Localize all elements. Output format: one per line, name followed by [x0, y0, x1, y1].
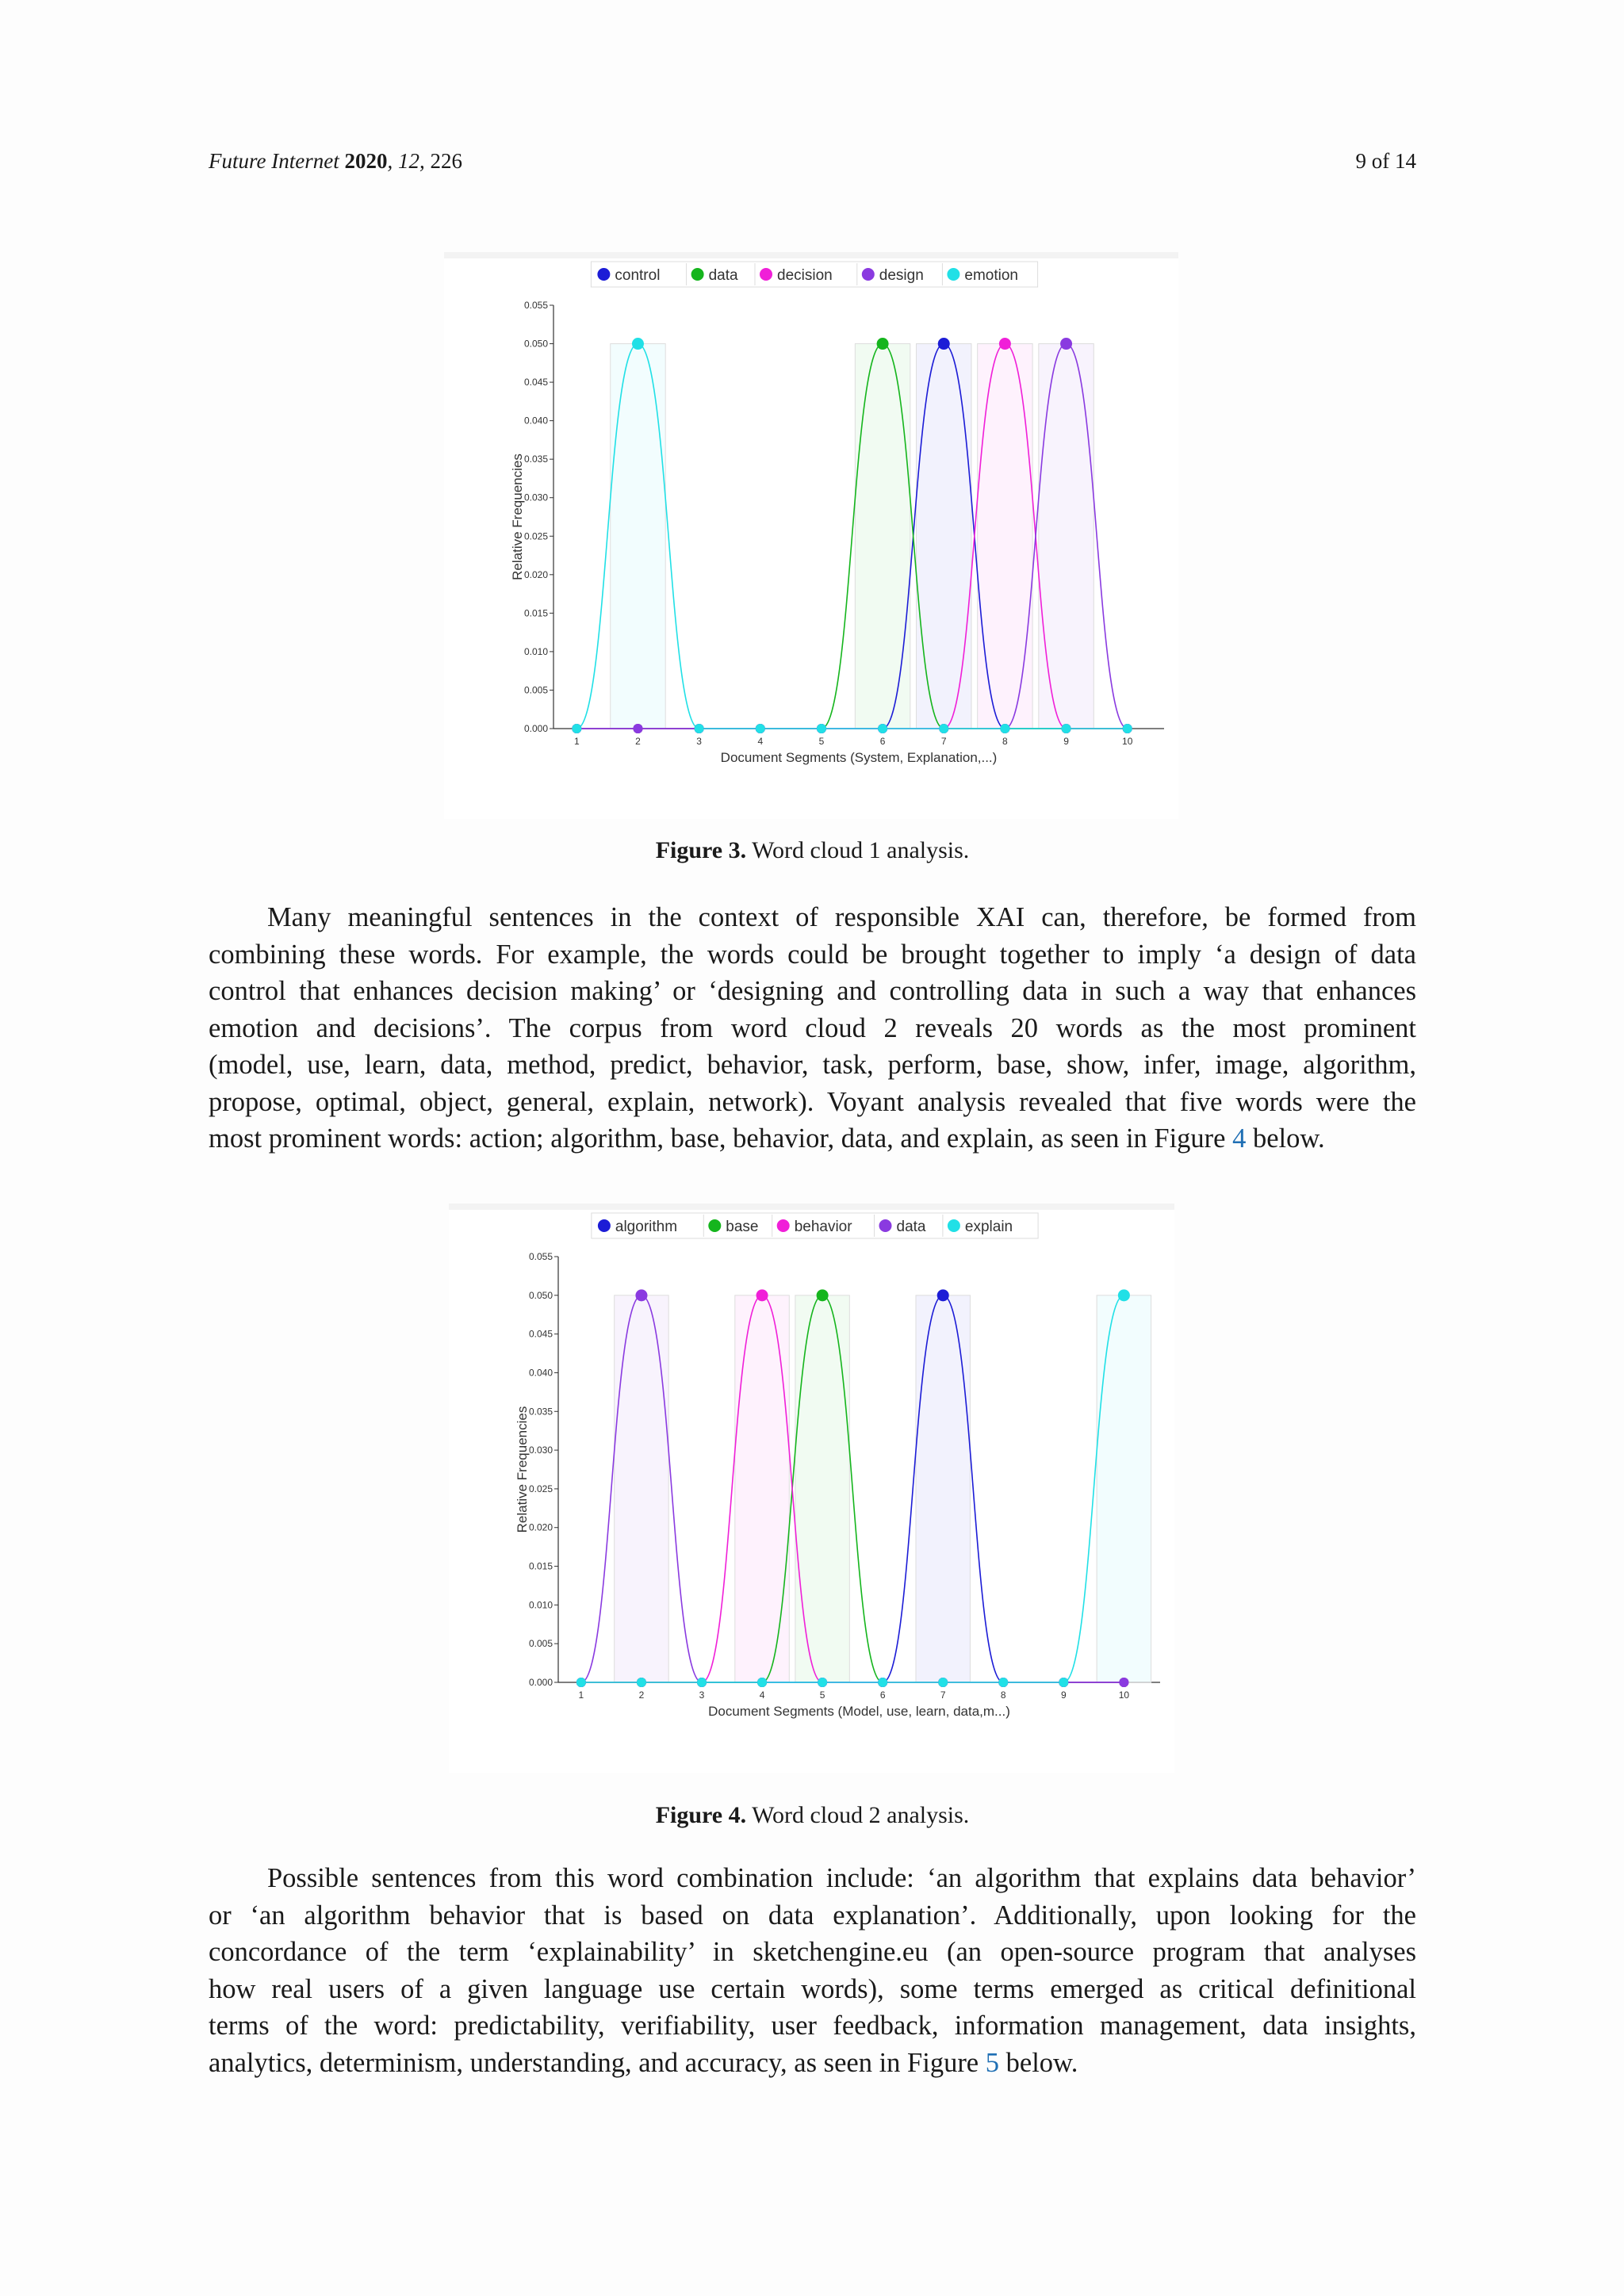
paragraph-2	[209, 1860, 1416, 2081]
paragraph-line: control that enhances decision making’ or ‘designing and controlling data in such a way that enhances	[209, 976, 1416, 1006]
data-point-explain[interactable]	[637, 1678, 646, 1687]
paragraph-text: below.	[1246, 1123, 1325, 1154]
legend-marker	[691, 268, 704, 281]
journal-citation: Future Internet 2020, 12, 226	[209, 149, 462, 173]
y-tick-label: 0.035	[523, 453, 548, 465]
chart-svg	[449, 1203, 1174, 1773]
legend-marker	[760, 268, 772, 281]
journal-year: 2020	[344, 149, 388, 173]
y-tick-label: 0.015	[528, 1560, 553, 1572]
y-tick-label: 0.005	[523, 684, 548, 696]
y-tick-label: 0.025	[528, 1483, 553, 1494]
x-tick-label: 9	[1060, 1689, 1067, 1701]
y-axis-label: Relative Frequencies	[510, 453, 525, 580]
peak-highlight-control	[917, 344, 971, 729]
data-point-explain[interactable]	[757, 1678, 767, 1687]
y-tick-label: 0.030	[523, 492, 548, 503]
y-axis-label: Relative Frequencies	[515, 1406, 530, 1533]
x-tick-label: 4	[757, 736, 764, 747]
paragraph-text: below.	[999, 2047, 1078, 2078]
article-number: 226	[430, 149, 462, 173]
data-point-explain[interactable]	[878, 1678, 887, 1687]
legend-label: base	[726, 1219, 759, 1235]
paragraph-line: concordance of the term ‘explainability’ in sketchengine.eu (an open-source program that analyses	[209, 1937, 1416, 1967]
peak-highlight-data	[615, 1295, 668, 1682]
x-tick-label: 2	[635, 736, 641, 747]
data-point-decision[interactable]	[999, 338, 1011, 350]
x-tick-label: 1	[573, 736, 580, 747]
peak-highlight-base	[795, 1295, 849, 1682]
data-point-emotion[interactable]	[1123, 724, 1132, 733]
data-point-emotion[interactable]	[878, 724, 887, 733]
paragraph-line: terms of the word: predictability, verifiability, user feedback, information management, data insights,	[209, 2011, 1416, 2041]
y-axis	[524, 300, 553, 734]
legend-marker	[862, 268, 875, 281]
y-tick-label: 0.040	[528, 1367, 553, 1379]
x-tick-label: 6	[879, 736, 886, 747]
y-tick-label: 0.045	[523, 377, 548, 388]
y-tick-label: 0.025	[523, 530, 548, 542]
journal-name: Future Internet	[209, 149, 339, 173]
legend-label: algorithm	[615, 1219, 678, 1235]
paragraph-line: (model, use, learn, data, method, predict, behavior, task, perform, base, show, infer, image, algorithm,	[209, 1050, 1416, 1080]
data-point-explain[interactable]	[1118, 1289, 1130, 1301]
chart-legend	[591, 262, 1037, 287]
x-tick-label: 10	[1122, 736, 1133, 747]
peak-highlight-emotion	[611, 344, 665, 729]
running-header	[209, 149, 1416, 181]
data-point-emotion[interactable]	[756, 724, 765, 733]
y-tick-label: 0.035	[528, 1406, 553, 1418]
data-point-emotion[interactable]	[1000, 724, 1009, 733]
chart-top-bar	[449, 1203, 1174, 1210]
x-tick-label: 5	[819, 1689, 825, 1701]
legend-marker	[879, 1219, 892, 1232]
data-point-design[interactable]	[633, 724, 642, 733]
x-axis	[553, 729, 1164, 747]
data-point-base[interactable]	[817, 1289, 829, 1301]
peak-highlight-algorithm	[916, 1295, 970, 1682]
y-tick-label: 0.010	[523, 645, 548, 657]
x-axis-label: Document Segments (System, Explanation,...)	[720, 750, 998, 765]
y-tick-label: 0.040	[523, 415, 548, 427]
y-tick-label: 0.015	[523, 607, 548, 619]
x-tick-label: 8	[1002, 736, 1008, 747]
data-point-control[interactable]	[938, 338, 950, 350]
data-point-explain[interactable]	[697, 1678, 707, 1687]
x-axis-label: Document Segments (Model, use, learn, data,m...)	[708, 1704, 1010, 1719]
y-tick-label: 0.050	[528, 1289, 553, 1301]
x-tick-label: 10	[1118, 1689, 1130, 1701]
figure-4-label: Figure 4.	[655, 1802, 747, 1828]
figure-4-caption	[209, 1802, 1416, 1829]
figure-3-label: Figure 3.	[655, 837, 747, 863]
y-tick-label: 0.000	[523, 723, 548, 734]
x-tick-label: 1	[578, 1689, 584, 1701]
figure-3-caption	[209, 837, 1416, 864]
figure-reference-link[interactable]: 5	[985, 2047, 999, 2078]
plot-area	[576, 1289, 1151, 1687]
data-point-emotion[interactable]	[939, 724, 948, 733]
paragraph-line	[209, 2045, 1416, 2082]
legend-marker	[948, 1219, 960, 1232]
data-point-explain[interactable]	[998, 1678, 1008, 1687]
peak-highlight-decision	[978, 344, 1032, 729]
legend-marker	[777, 1219, 790, 1232]
y-tick-label: 0.055	[528, 1251, 553, 1262]
plot-area	[572, 338, 1132, 733]
x-axis	[558, 1682, 1160, 1701]
data-point-explain[interactable]	[938, 1678, 948, 1687]
paragraph-line	[209, 1120, 1416, 1158]
data-point-explain[interactable]	[1059, 1678, 1068, 1687]
data-point-explain[interactable]	[818, 1678, 827, 1687]
y-tick-label: 0.055	[523, 300, 548, 311]
figure-3-caption-text: Word cloud 1 analysis.	[752, 837, 970, 863]
data-point-design[interactable]	[1060, 338, 1072, 350]
paragraph-line: Possible sentences from this word combination include: ‘an algorithm that explains data behavior’	[267, 1863, 1416, 1893]
data-point-emotion[interactable]	[572, 724, 581, 733]
legend-marker	[947, 268, 959, 281]
chart-top-bar	[444, 252, 1178, 258]
figure-4-chart	[449, 1203, 1174, 1773]
paragraph-line: how real users of a given language use certain words), some terms emerged as critical definitional	[209, 1973, 1416, 2004]
peak-highlight-explain	[1097, 1295, 1151, 1682]
data-point-emotion[interactable]	[817, 724, 826, 733]
journal-volume: 12	[397, 149, 419, 173]
x-tick-label: 5	[818, 736, 825, 747]
legend-marker	[708, 1219, 721, 1232]
legend-marker	[597, 268, 610, 281]
data-point-data[interactable]	[635, 1289, 647, 1301]
x-tick-label: 3	[696, 736, 702, 747]
y-tick-label: 0.010	[528, 1599, 553, 1611]
legend-label: behavior	[794, 1219, 852, 1235]
data-point-explain[interactable]	[576, 1678, 586, 1687]
data-point-data[interactable]	[877, 338, 889, 350]
page-number: 9 of 14	[1355, 149, 1416, 173]
data-point-emotion[interactable]	[695, 724, 704, 733]
y-tick-label: 0.005	[528, 1638, 553, 1650]
x-tick-label: 3	[699, 1689, 705, 1701]
data-point-algorithm[interactable]	[937, 1289, 949, 1301]
y-tick-label: 0.030	[528, 1445, 553, 1456]
data-point-behavior[interactable]	[756, 1289, 768, 1301]
data-point-emotion[interactable]	[632, 338, 644, 350]
data-point-data[interactable]	[1119, 1678, 1128, 1687]
legend-label: control	[615, 267, 661, 284]
peak-highlight-design	[1039, 344, 1094, 729]
legend-label: emotion	[964, 267, 1019, 284]
chart-svg	[444, 252, 1178, 819]
y-tick-label: 0.000	[528, 1677, 553, 1688]
y-axis	[529, 1251, 558, 1688]
x-tick-label: 8	[1000, 1689, 1006, 1701]
x-tick-label: 2	[638, 1689, 645, 1701]
paragraph-line: or ‘an algorithm behavior that is based on data explanation’. Additionally, upon looking for the	[209, 1900, 1416, 1931]
peak-highlight-data	[855, 344, 910, 729]
x-tick-label: 7	[940, 736, 947, 747]
x-tick-label: 4	[759, 1689, 765, 1701]
legend-label: decision	[777, 267, 833, 284]
x-tick-label: 7	[940, 1689, 946, 1701]
y-tick-label: 0.020	[523, 568, 548, 580]
paragraph-1	[209, 899, 1416, 1158]
peak-highlight-behavior	[735, 1295, 789, 1682]
paragraph-line: propose, optimal, object, general, explain, network). Voyant analysis revealed that five words were the	[209, 1086, 1416, 1117]
legend-marker	[598, 1219, 611, 1232]
data-point-emotion[interactable]	[1062, 724, 1071, 733]
x-tick-label: 9	[1063, 736, 1069, 747]
y-tick-label: 0.020	[528, 1521, 553, 1533]
chart-legend	[592, 1213, 1038, 1238]
legend-label: data	[708, 267, 738, 284]
paragraph-line: emotion and decisions’. The corpus from word cloud 2 reveals 20 words as the most prominent	[209, 1012, 1416, 1043]
figure-reference-link[interactable]: 4	[1232, 1123, 1247, 1154]
legend-label: explain	[964, 1219, 1013, 1235]
y-tick-label: 0.045	[528, 1328, 553, 1340]
x-tick-label: 6	[879, 1689, 886, 1701]
legend-label: data	[896, 1219, 926, 1235]
paragraph-text: most prominent words: action; algorithm, base, behavior, data, and explain, as seen in Figure	[209, 1123, 1233, 1154]
figure-3-chart	[444, 252, 1178, 819]
paragraph-line: combining these words. For example, the words could be brought together to imply ‘a design of data	[209, 939, 1416, 970]
paragraph-text: analytics, determinism, understanding, and accuracy, as seen in Figure	[209, 2047, 986, 2078]
paragraph-line: Many meaningful sentences in the context of responsible XAI can, therefore, be formed from	[267, 902, 1416, 932]
y-tick-label: 0.050	[523, 338, 548, 350]
legend-label: design	[879, 267, 924, 284]
figure-4-caption-text: Word cloud 2 analysis.	[752, 1802, 970, 1828]
